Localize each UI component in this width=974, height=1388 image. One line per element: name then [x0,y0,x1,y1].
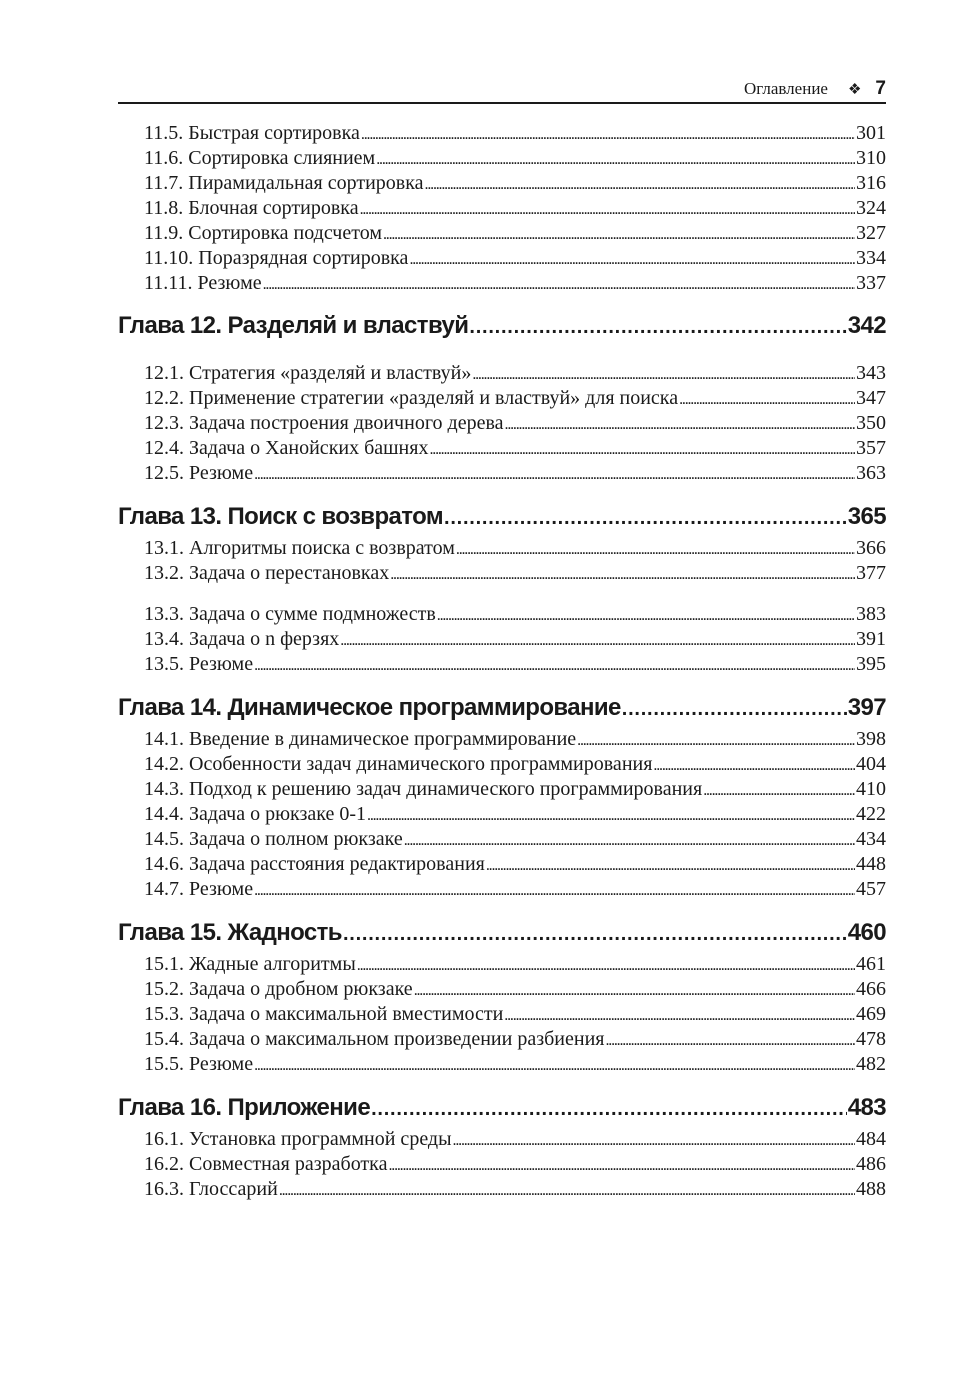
dot-leader [263,272,855,295]
page-number: 7 [875,78,886,99]
toc-section-14-3[interactable] [118,778,886,803]
toc-chapter-label: Глава 14. Динамическое программирование [118,694,621,721]
dot-leader [357,953,855,976]
toc-section-11-6[interactable] [118,147,886,172]
dot-leader [504,1003,855,1026]
toc-label: 15.3. Задача о максимальной вместимости [144,1003,504,1025]
toc-label: 15.5. Резюме [144,1053,254,1075]
toc-chapter-13[interactable] [118,503,886,535]
toc-page: 469 [856,1003,886,1025]
toc-section-11-11[interactable] [118,272,886,297]
toc-page: 457 [856,878,886,900]
toc-label: 16.1. Установка программной среды [144,1128,452,1150]
toc-label: 11.9. Сортировка подсчетом [144,222,382,244]
toc-section-13-4[interactable] [118,628,886,653]
dot-leader [577,728,855,751]
toc-section-14-4[interactable] [118,803,886,828]
toc-label: 14.4. Задача о рюкзаке 0-1 [144,803,367,825]
dot-leader [622,694,847,722]
toc-chapter-page: 483 [847,1094,886,1121]
dot-leader [404,828,855,851]
toc-label: 11.10. Поразрядная сортировка [144,247,409,269]
toc-page: 363 [856,462,886,484]
dot-leader [343,919,847,947]
toc-label: 14.1. Введение в динамическое программирование [144,728,577,750]
dot-leader [703,778,855,801]
toc-section-12-4[interactable] [118,437,886,462]
dot-leader [254,878,855,901]
toc-section-16-3[interactable] [118,1178,886,1203]
toc-chapter-label: Глава 13. Поиск с возвратом [118,503,444,530]
toc-label: 11.8. Блочная сортировка [144,197,359,219]
toc-section-13-1[interactable] [118,537,886,562]
toc-section-11-5[interactable] [118,122,886,147]
dot-leader [279,1178,855,1201]
toc-section-16-1[interactable] [118,1128,886,1153]
dot-leader [388,1153,855,1176]
toc-label: 15.2. Задача о дробном рюкзаке [144,978,413,1000]
toc-page: 478 [856,1028,886,1050]
toc-chapter-16[interactable] [118,1094,886,1126]
toc-page: 377 [856,562,886,584]
toc-section-11-10[interactable] [118,247,886,272]
toc-page: 324 [856,197,886,219]
toc-section-11-7[interactable] [118,172,886,197]
dot-leader [486,853,855,876]
dot-leader [361,122,855,145]
toc-page: 466 [856,978,886,1000]
toc-section-14-2[interactable] [118,753,886,778]
toc-section-13-5[interactable] [118,653,886,678]
toc-section-15-5[interactable] [118,1053,886,1078]
toc-section-15-2[interactable] [118,978,886,1003]
dot-leader [605,1028,855,1051]
dot-leader [414,978,855,1001]
toc-label: 15.1. Жадные алгоритмы [144,953,356,975]
toc-page: 337 [856,272,886,294]
toc-label: 14.5. Задача о полном рюкзаке [144,828,403,850]
dot-leader [390,562,855,585]
toc-chapter-label: Глава 16. Приложение [118,1094,371,1121]
toc-page: 398 [856,728,886,750]
toc-label: 13.5. Резюме [144,653,254,675]
running-header-title: Оглавление [743,79,828,98]
toc-section-12-3[interactable] [118,412,886,437]
toc-chapter-12[interactable] [118,312,886,344]
toc-page: 395 [856,653,886,675]
dot-leader [425,172,855,195]
dot-leader [367,803,855,826]
dot-leader [371,1094,847,1122]
toc-page: 334 [856,247,886,269]
dot-leader [340,628,855,651]
dot-leader [472,362,855,385]
toc-section-13-2[interactable] [118,562,886,587]
dot-leader [254,1053,855,1076]
toc-label: 12.1. Стратегия «разделяй и властвуй» [144,362,472,384]
dot-leader [376,147,855,170]
dot-leader [505,412,855,435]
toc-chapter-label: Глава 15. Жадность [118,919,342,946]
toc-page: 310 [856,147,886,169]
toc-section-14-6[interactable] [118,853,886,878]
toc-label: 14.3. Подход к решению задач динамического программирования [144,778,703,800]
dot-leader [409,247,855,270]
dot-leader [679,387,855,410]
toc-chapter-page: 460 [847,919,886,946]
dot-leader [437,603,855,626]
toc-page: 383 [856,603,886,625]
toc-page: 357 [856,437,886,459]
toc-label: 13.2. Задача о перестановках [144,562,390,584]
toc-label: 14.6. Задача расстояния редактирования [144,853,485,875]
toc-section-15-4[interactable] [118,1028,886,1053]
toc-page: 410 [856,778,886,800]
toc-label: 13.1. Алгоритмы поиска с возвратом [144,537,455,559]
toc-section-13-3[interactable] [118,603,886,628]
toc-section-14-7[interactable] [118,878,886,903]
toc-section-15-3[interactable] [118,1003,886,1028]
toc-section-14-1[interactable] [118,728,886,753]
toc-page: 434 [856,828,886,850]
toc-label: 13.4. Задача о n ферзях [144,628,340,650]
toc-page: 366 [856,537,886,559]
toc-page: 482 [856,1053,886,1075]
toc-page: 404 [856,753,886,775]
toc-chapter-page: 342 [847,312,886,339]
toc-page: 486 [856,1153,886,1175]
toc-page: 448 [856,853,886,875]
toc-label: 12.4. Задача о Ханойских башнях [144,437,429,459]
toc-label: 12.2. Применение стратегии «разделяй и властвуй» для поиска [144,387,679,409]
toc-label: 12.5. Резюме [144,462,254,484]
toc-chapter-15[interactable] [118,919,886,951]
toc-label: 13.3. Задача о сумме подмножеств [144,603,436,625]
toc-label: 11.6. Сортировка слиянием [144,147,376,169]
toc-label: 14.2. Особенности задач динамического программирования [144,753,653,775]
toc-section-12-5[interactable] [118,462,886,487]
toc-chapter-page: 397 [847,694,886,721]
toc-page: 391 [856,628,886,650]
toc-page: 301 [856,122,886,144]
toc-page: 316 [856,172,886,194]
toc-label: 11.5. Быстрая сортировка [144,122,360,144]
toc-chapter-page: 365 [847,503,886,530]
toc-page: 461 [856,953,886,975]
toc-section-12-1[interactable] [118,362,886,387]
dot-leader [254,462,855,485]
toc-label: 11.7. Пирамидальная сортировка [144,172,424,194]
toc-label: 12.3. Задача построения двоичного дерева [144,412,504,434]
dot-leader [254,653,855,676]
toc-section-14-5[interactable] [118,828,886,853]
toc-chapter-label: Глава 12. Разделяй и властвуй [118,312,469,339]
dot-leader [383,222,855,245]
toc-section-12-2[interactable] [118,387,886,412]
toc-label: 16.2. Совместная разработка [144,1153,388,1175]
toc-section-11-8[interactable] [118,197,886,222]
toc-page: 327 [856,222,886,244]
toc-label: 11.11. Резюме [144,272,262,294]
dot-leader [444,503,847,531]
toc-page: 343 [856,362,886,384]
toc-section-15-1[interactable] [118,953,886,978]
dot-leader [469,312,846,340]
dot-leader [453,1128,855,1151]
toc-page: 484 [856,1128,886,1150]
toc-page: 488 [856,1178,886,1200]
toc-page: 350 [856,412,886,434]
toc-section-16-2[interactable] [118,1153,886,1178]
toc-page: 422 [856,803,886,825]
toc-label: 16.3. Глоссарий [144,1178,278,1200]
ornament-icon: ❖ [847,80,862,98]
toc-page: 347 [856,387,886,409]
dot-leader [653,753,855,776]
toc-chapter-14[interactable] [118,694,886,726]
running-header [118,76,886,104]
dot-leader [360,197,855,220]
toc-section-11-9[interactable] [118,222,886,247]
toc-label: 14.7. Резюме [144,878,254,900]
dot-leader [456,537,855,560]
dot-leader [429,437,855,460]
toc-label: 15.4. Задача о максимальном произведении разбиения [144,1028,605,1050]
